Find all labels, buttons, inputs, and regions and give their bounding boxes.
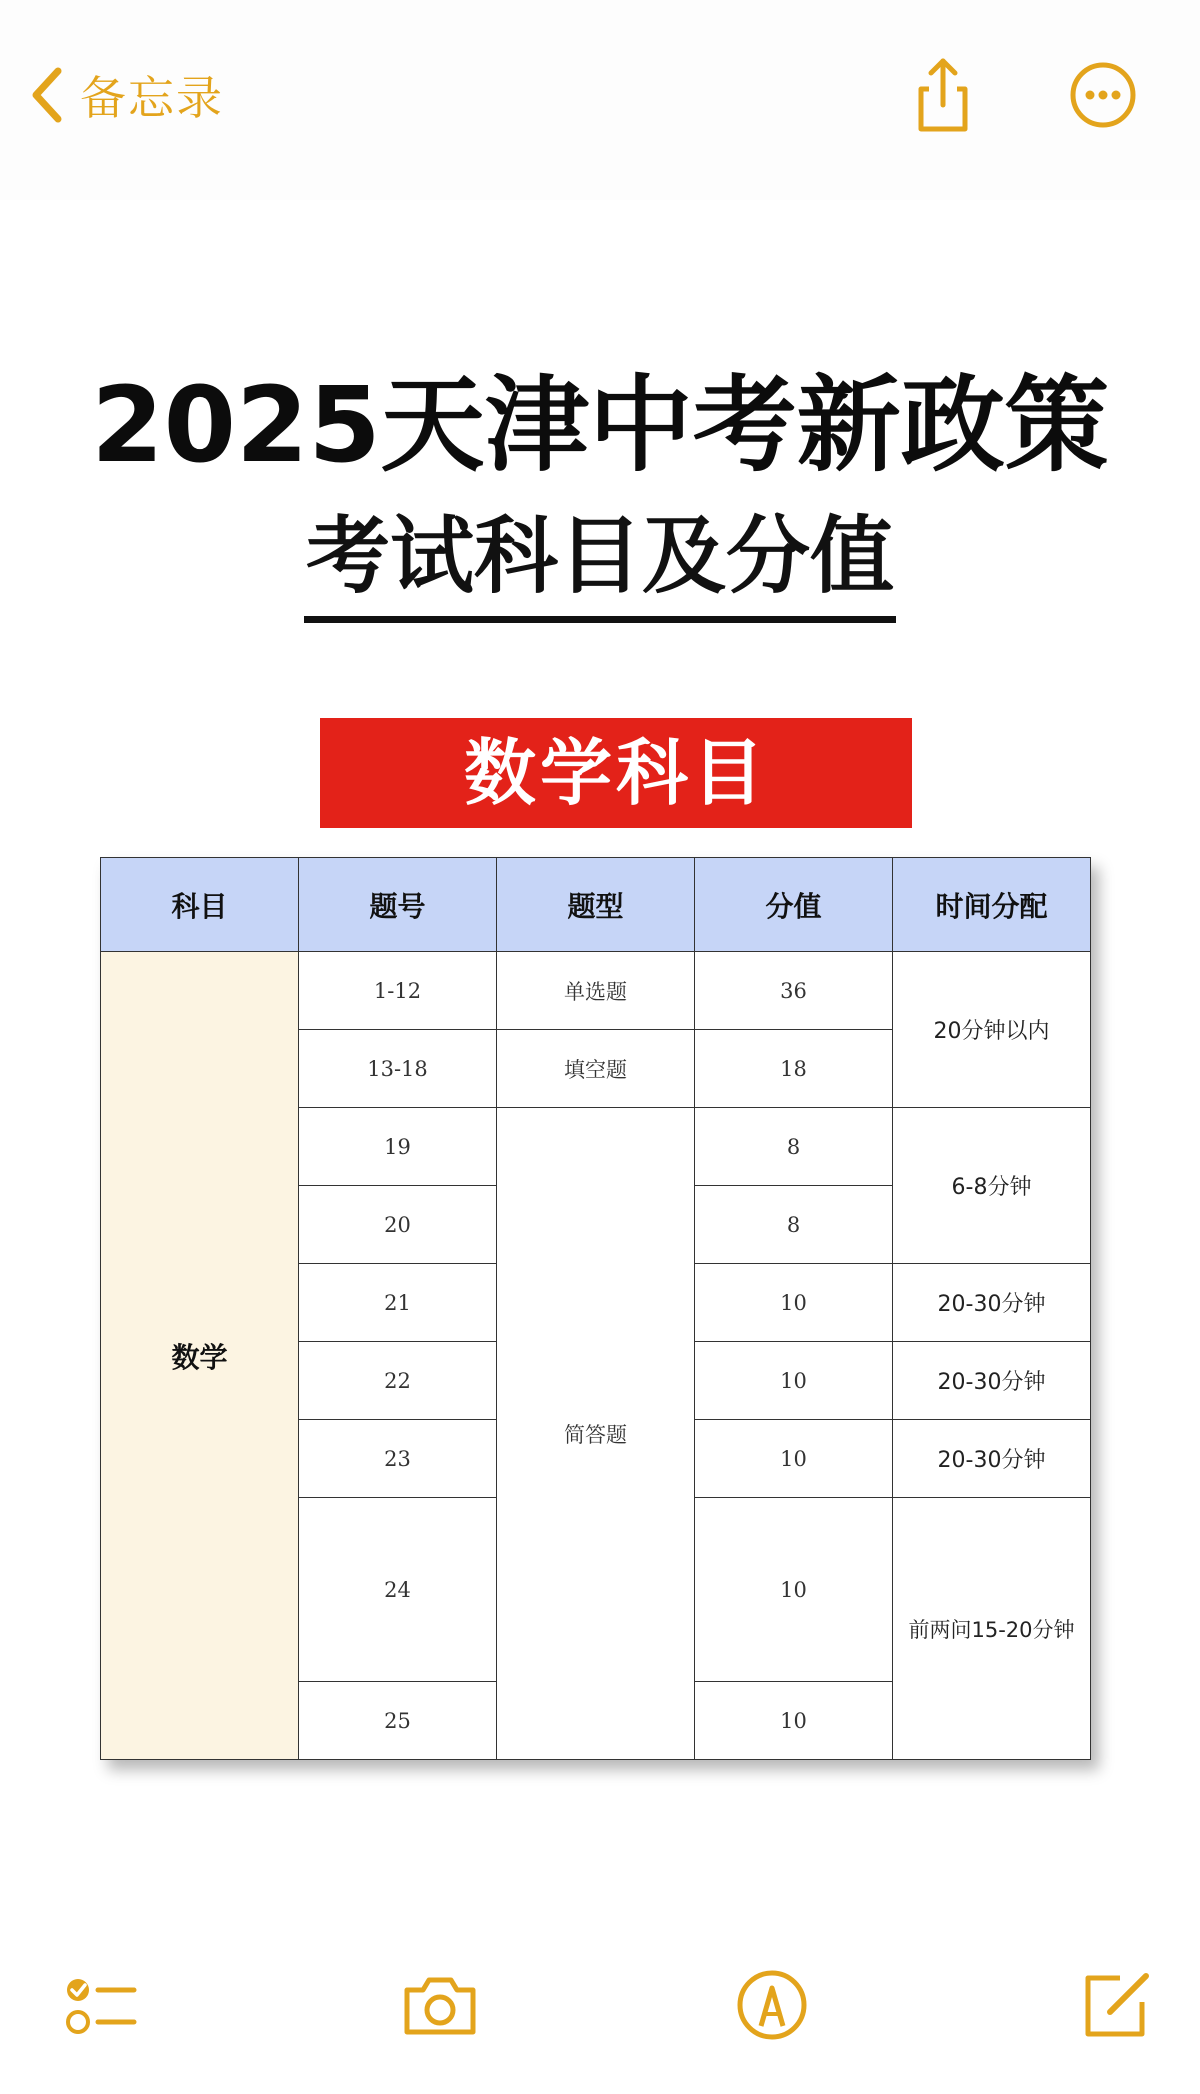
question-number-cell: 13-18 — [299, 1030, 497, 1108]
question-type-cell: 填空题 — [497, 1030, 695, 1108]
table-row — [101, 952, 1091, 1030]
time-cell: 20-30分钟 — [893, 1420, 1091, 1498]
column-header: 科目 — [101, 858, 299, 952]
back-label: 备忘录 — [80, 71, 224, 125]
chevron-left-icon — [30, 67, 64, 123]
question-number-cell: 23 — [299, 1420, 497, 1498]
score-cell: 10 — [695, 1682, 893, 1760]
time-cell: 前两问15-20分钟 — [893, 1498, 1091, 1760]
time-cell: 20分钟以内 — [893, 952, 1091, 1108]
column-header: 题号 — [299, 858, 497, 952]
time-cell: 20-30分钟 — [893, 1264, 1091, 1342]
column-header: 题型 — [497, 858, 695, 952]
question-number-cell: 1-12 — [299, 952, 497, 1030]
camera-button[interactable] — [395, 1960, 485, 2050]
page-title: 2025天津中考新政策 — [91, 364, 1109, 486]
column-header: 分值 — [695, 858, 893, 952]
question-number-cell: 25 — [299, 1682, 497, 1760]
camera-icon — [395, 1960, 485, 2050]
question-number-cell: 22 — [299, 1342, 497, 1420]
score-cell: 8 — [695, 1186, 893, 1264]
checklist-button[interactable] — [60, 1960, 150, 2050]
question-number-cell: 21 — [299, 1264, 497, 1342]
section-banner: 数学科目 — [320, 718, 912, 828]
compose-button[interactable] — [1070, 1960, 1160, 2050]
score-cell: 36 — [695, 952, 893, 1030]
question-number-cell: 24 — [299, 1498, 497, 1682]
column-header: 时间分配 — [893, 858, 1091, 952]
back-button[interactable] — [30, 55, 224, 135]
question-number-cell: 19 — [299, 1108, 497, 1186]
score-cell: 10 — [695, 1342, 893, 1420]
subtitle-container — [0, 508, 1200, 623]
score-cell: 8 — [695, 1108, 893, 1186]
compose-icon — [1070, 1960, 1160, 2050]
time-cell: 6-8分钟 — [893, 1108, 1091, 1264]
time-cell: 20-30分钟 — [893, 1342, 1091, 1420]
question-type-cell: 简答题 — [497, 1108, 695, 1760]
score-cell: 10 — [695, 1498, 893, 1682]
more-icon — [1063, 55, 1143, 135]
markup-button[interactable] — [727, 1960, 817, 2050]
subject-cell: 数学 — [101, 952, 299, 1760]
score-cell: 18 — [695, 1030, 893, 1108]
exam-table — [100, 857, 1091, 1760]
page-subtitle: 考试科目及分值 — [304, 508, 896, 623]
share-button[interactable] — [903, 55, 983, 135]
score-cell: 10 — [695, 1420, 893, 1498]
score-cell: 10 — [695, 1264, 893, 1342]
question-number-cell: 20 — [299, 1186, 497, 1264]
table-header-row — [101, 858, 1091, 952]
bottom-toolbar — [0, 1930, 1200, 2094]
more-button[interactable] — [1063, 55, 1143, 135]
question-type-cell: 单选题 — [497, 952, 695, 1030]
share-icon — [903, 55, 983, 135]
markup-pen-icon — [727, 1960, 817, 2050]
navigation-bar — [0, 0, 1200, 200]
checklist-icon — [60, 1960, 150, 2050]
